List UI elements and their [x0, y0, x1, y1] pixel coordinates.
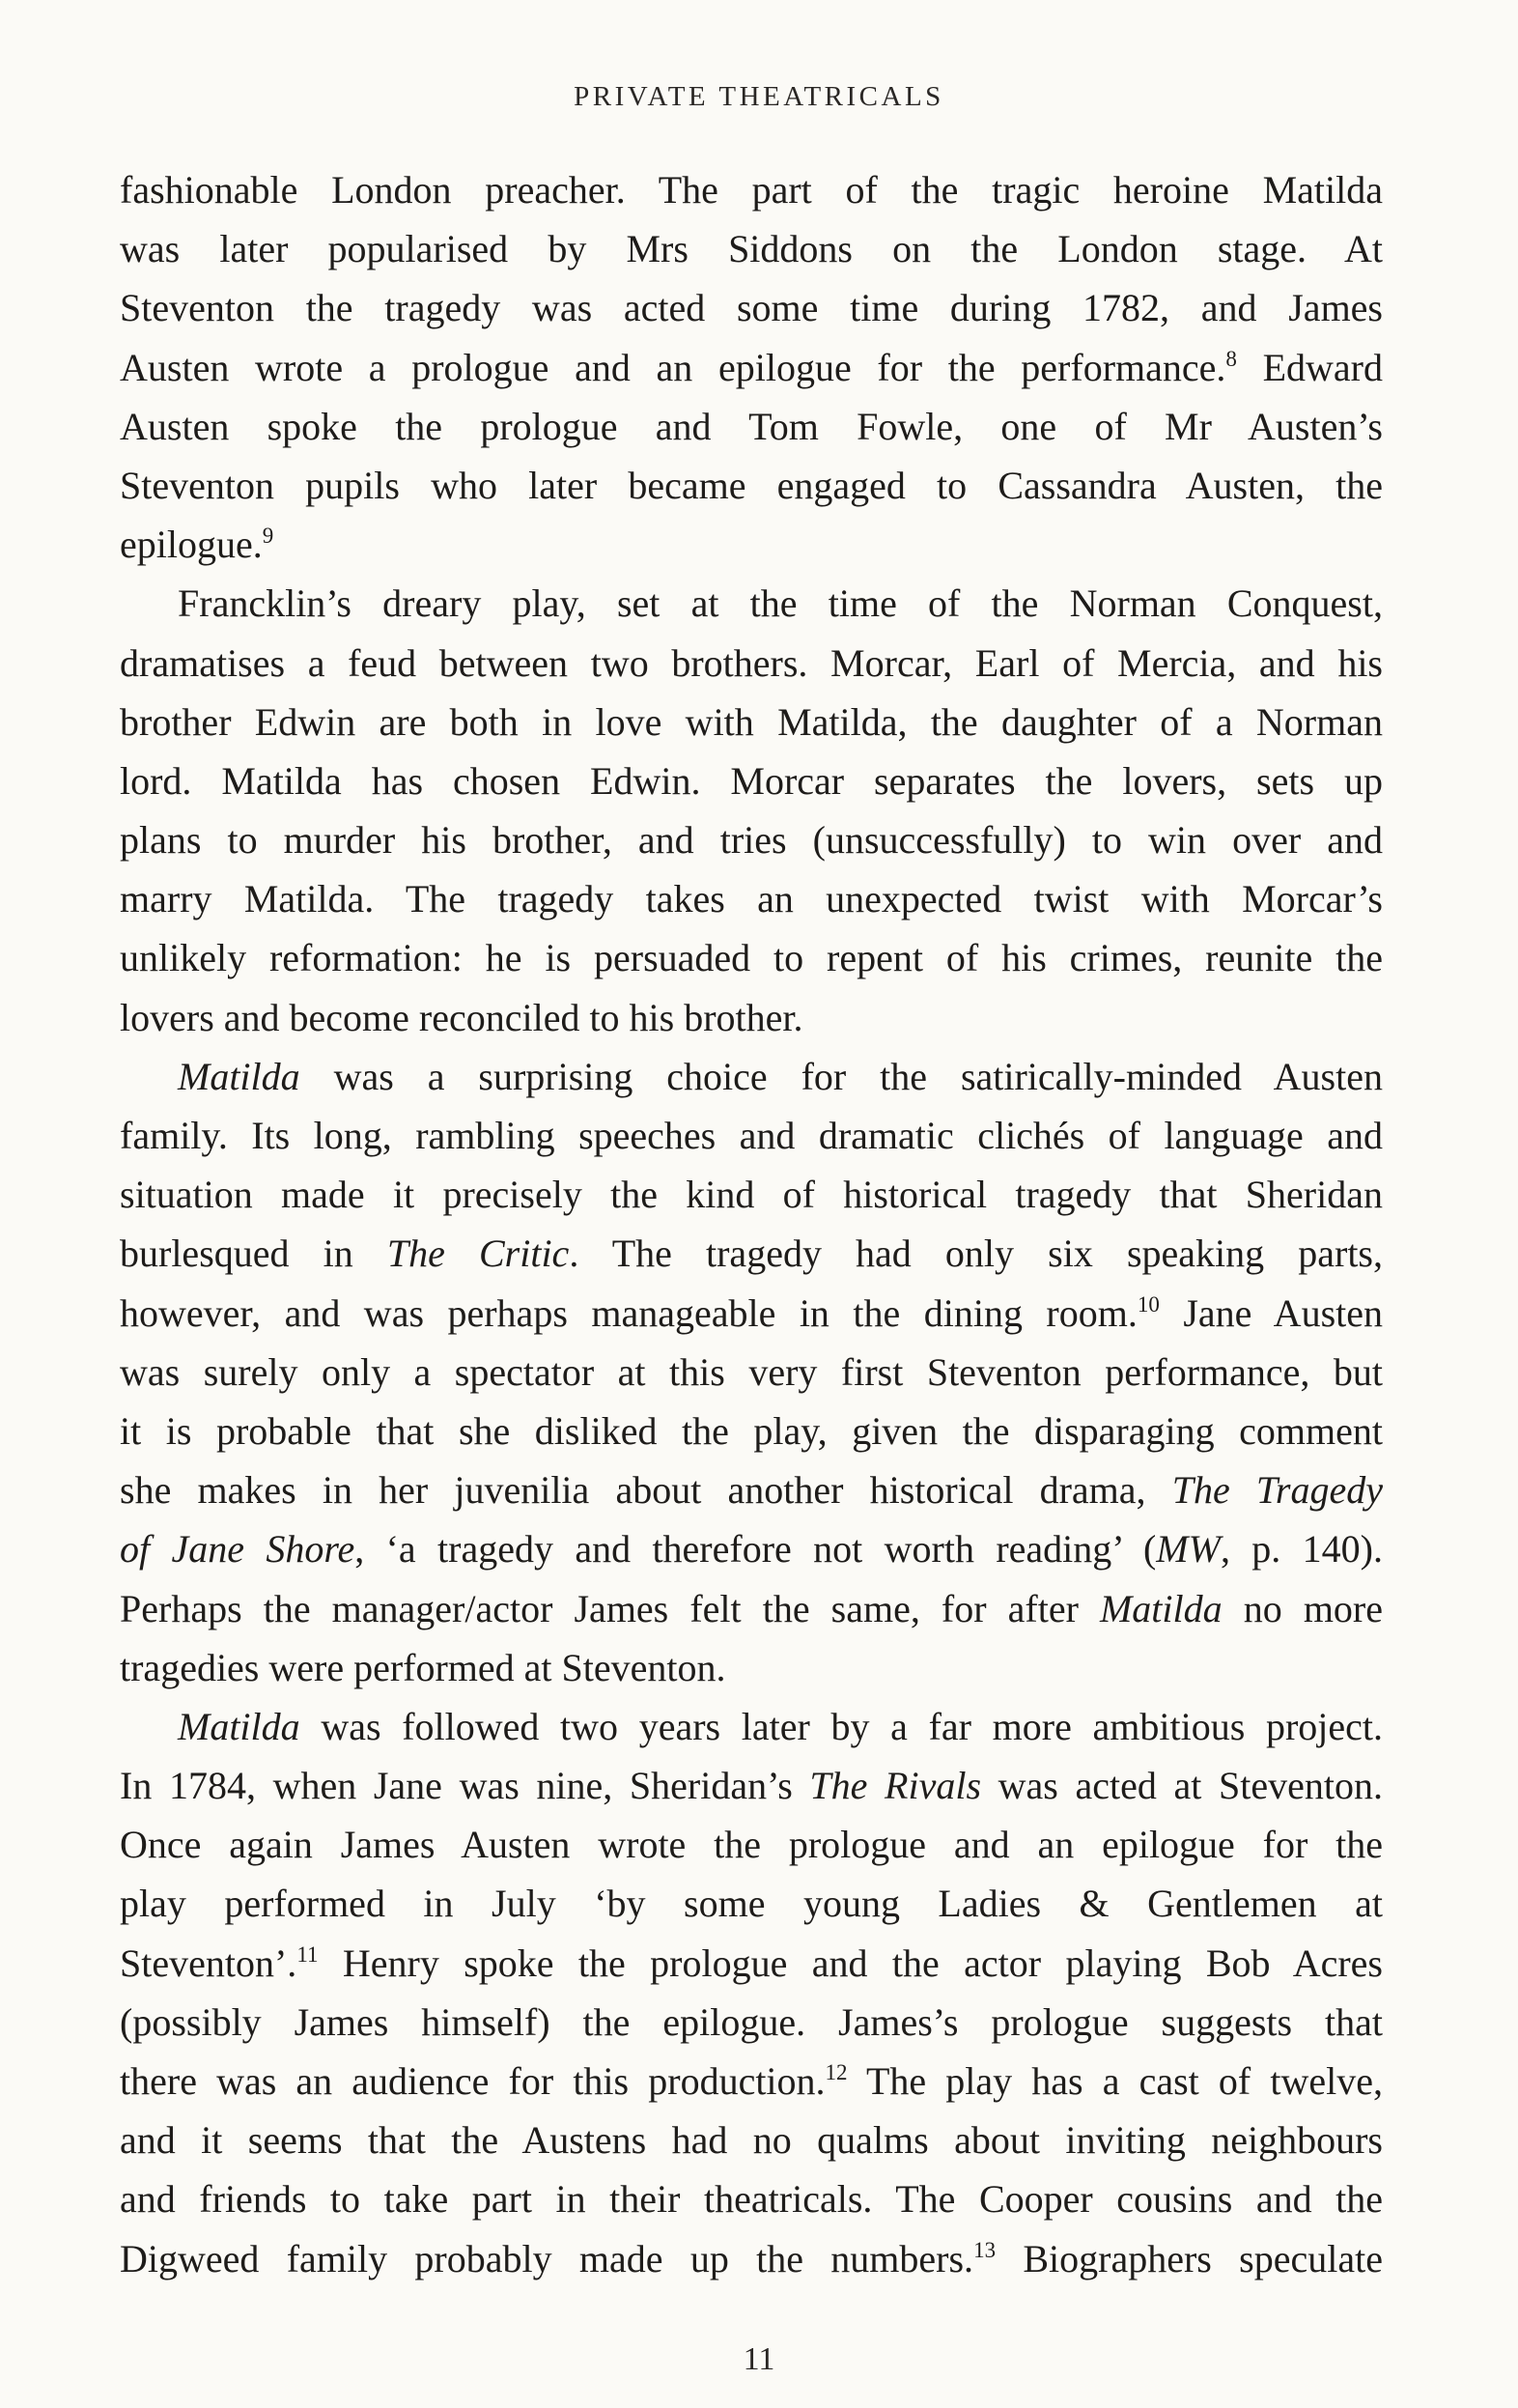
- italic-title: MW: [1156, 1527, 1221, 1572]
- text-line: [120, 1934, 1383, 1993]
- text-line: [120, 693, 1383, 751]
- text-run: Henry spoke the prologue and the actor playing Bob Acres: [318, 1941, 1383, 1985]
- text-line: [120, 456, 1383, 515]
- italic-title: Matilda: [178, 1704, 300, 1748]
- text-run: Biographers speculate: [996, 2236, 1383, 2281]
- italic-title: of Jane Shore: [120, 1527, 355, 1572]
- text-run: Once again James Austen wrote the prologue and an epilogue for the: [120, 1823, 1383, 1867]
- text-run: it is probable that she disliked the play, given the disparaging comment: [120, 1408, 1383, 1453]
- text-line: [120, 869, 1383, 928]
- text-line: [120, 810, 1383, 869]
- text-run: Francklin’s dreary play, set at the time of the Norman Conquest,: [178, 581, 1383, 626]
- text-run: was acted at Steventon.: [981, 1764, 1383, 1808]
- text-run: unlikely reformation: he is persuaded to repent of his crimes, reunite the: [120, 936, 1383, 980]
- text-line: [120, 2111, 1383, 2169]
- text-run: Steventon’.: [120, 1941, 297, 1985]
- text-run: lord. Matilda has chosen Edwin. Morcar separates the lovers, sets up: [120, 758, 1383, 803]
- text-run: Jane Austen: [1159, 1290, 1383, 1335]
- text-run: play performed in July ‘by some young Ladies & Gentlemen at: [120, 1882, 1383, 1926]
- text-line: [120, 1815, 1383, 1874]
- text-line: [120, 338, 1383, 397]
- text-line: [120, 1993, 1383, 2052]
- text-line: [120, 397, 1383, 456]
- text-run: burlesqued in: [120, 1232, 387, 1276]
- text-line: [120, 1047, 1383, 1106]
- text-line: [120, 219, 1383, 278]
- text-run: (possibly James himself) the epilogue. James’s prologue suggests that: [120, 1999, 1383, 2044]
- text-run: was surely only a spectator at this very first Steventon performance, but: [120, 1349, 1383, 1394]
- text-line: [120, 1638, 1383, 1697]
- text-run: and it seems that the Austens had no qualms about inviting neighbours: [120, 2118, 1383, 2163]
- text-run: however, and was perhaps manageable in the dining room.: [120, 1290, 1138, 1335]
- footnote-marker: 11: [296, 1941, 319, 1967]
- text-line: [120, 1460, 1383, 1519]
- text-line: [120, 1343, 1383, 1402]
- text-line: [120, 160, 1383, 219]
- text-run: , p. 140).: [1220, 1527, 1383, 1572]
- text-line: [120, 1284, 1383, 1343]
- text-line: [120, 988, 1383, 1047]
- text-line: [120, 634, 1383, 693]
- text-line: [120, 928, 1383, 987]
- italic-title: The Critic: [386, 1232, 570, 1276]
- text-line: [120, 515, 1383, 574]
- text-run: dramatises a feud between two brothers. Morcar, Earl of Mercia, and his: [120, 640, 1383, 685]
- text-run: brother Edwin are both in love with Matilda, the daughter of a Norman: [120, 699, 1383, 744]
- text-line: [120, 1106, 1383, 1165]
- text-run: , ‘a tragedy and therefore not worth reading’ (: [354, 1527, 1157, 1572]
- italic-title: Matilda: [1099, 1586, 1223, 1630]
- footnote-marker: 13: [973, 2237, 997, 2262]
- text-run: was followed two years later by a far more ambitious project.: [299, 1704, 1383, 1748]
- text-line: [120, 2229, 1383, 2288]
- paragraph: [120, 574, 1383, 1047]
- italic-title: Matilda: [178, 1054, 300, 1098]
- text-run: was a surprising choice for the satirically-minded Austen: [299, 1054, 1383, 1098]
- text-line: [120, 1402, 1383, 1460]
- text-run: she makes in her juvenilia about another historical drama,: [120, 1468, 1172, 1513]
- paragraph: [120, 1697, 1383, 2288]
- text-run: family. Its long, rambling speeches and dramatic clichés of language and: [120, 1114, 1383, 1157]
- text-line: [120, 751, 1383, 810]
- text-line: [120, 1756, 1383, 1815]
- text-run: . The tragedy had only six speaking parts,: [569, 1232, 1383, 1276]
- text-run: Austen wrote a prologue and an epilogue for the performance.: [120, 345, 1226, 389]
- text-run: no more: [1222, 1586, 1383, 1630]
- footnote-marker: 8: [1225, 346, 1237, 371]
- running-head: PRIVATE THEATRICALS: [574, 81, 944, 112]
- text-run: and friends to take part in their theatricals. The Cooper cousins and the: [120, 2177, 1383, 2222]
- text-run: situation made it precisely the kind of historical tragedy that Sheridan: [120, 1173, 1383, 1217]
- text-line: [120, 574, 1383, 633]
- text-run: plans to murder his brother, and tries (unsuccessfully) to win over and: [120, 818, 1383, 863]
- text-run: epilogue.: [120, 523, 263, 567]
- footnote-marker: 9: [262, 524, 274, 549]
- paragraph: [120, 1047, 1383, 1697]
- text-run: Edward: [1236, 345, 1383, 389]
- page-number: 11: [743, 2341, 775, 2377]
- text-run: tragedies were performed at Steventon.: [120, 1645, 726, 1689]
- footnote-marker: 12: [825, 2060, 848, 2084]
- paragraph: [120, 160, 1383, 574]
- text-run: Steventon pupils who later became engaged to Cassandra Austen, the: [120, 463, 1383, 507]
- text-run: fashionable London preacher. The part of the tragic heroine Matilda: [120, 168, 1383, 212]
- text-line: [120, 2169, 1383, 2228]
- text-run: Perhaps the manager/actor James felt the same, for after: [120, 1586, 1100, 1630]
- italic-title: The Rivals: [809, 1764, 982, 1808]
- italic-title: The Tragedy: [1171, 1468, 1383, 1513]
- footnote-marker: 10: [1137, 1291, 1160, 1317]
- text-run: Digweed family probably made up the numbers.: [120, 2236, 974, 2281]
- text-run: marry Matilda. The tragedy takes an unexpected twist with Morcar’s: [120, 877, 1383, 921]
- text-line: [120, 1579, 1383, 1638]
- text-line: [120, 1224, 1383, 1283]
- text-run: there was an audience for this production.: [120, 2059, 826, 2103]
- text-run: In 1784, when Jane was nine, Sheridan’s: [120, 1764, 810, 1808]
- text-line: [120, 278, 1383, 337]
- text-line: [120, 2052, 1383, 2111]
- text-run: Austen spoke the prologue and Tom Fowle, one of Mr Austen’s: [120, 404, 1383, 448]
- body-text: [120, 160, 1383, 2288]
- text-line: [120, 1697, 1383, 1756]
- text-line: [120, 1874, 1383, 1933]
- text-line: [120, 1519, 1383, 1578]
- text-run: Steventon the tragedy was acted some time during 1782, and James: [120, 286, 1383, 330]
- text-run: The play has a cast of twelve,: [847, 2059, 1383, 2103]
- text-run: lovers and become reconciled to his brother.: [120, 995, 803, 1039]
- text-line: [120, 1165, 1383, 1224]
- text-run: was later popularised by Mrs Siddons on the London stage. At: [120, 227, 1383, 271]
